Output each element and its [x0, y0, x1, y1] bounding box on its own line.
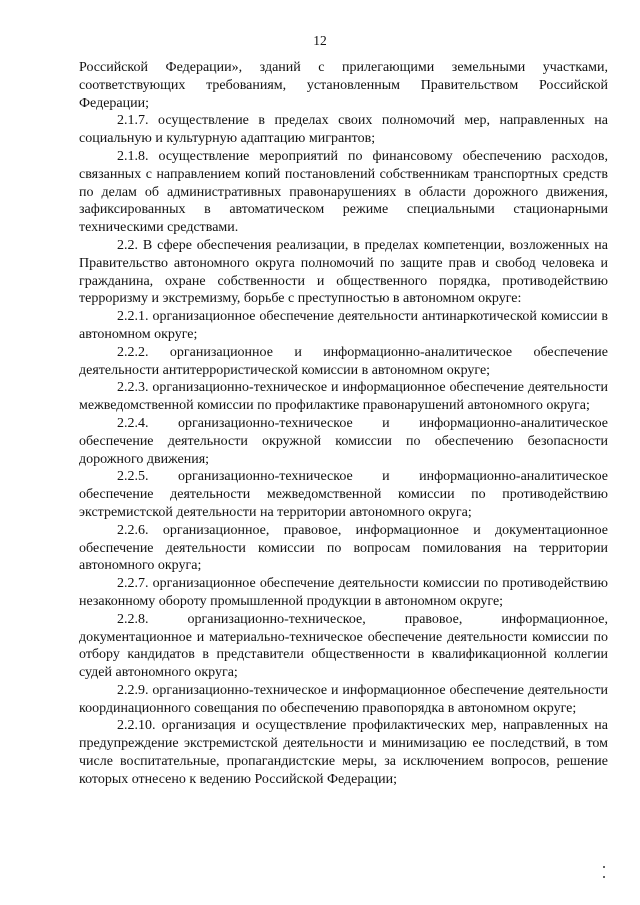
document-body: [79, 59, 608, 789]
scan-speck: [603, 876, 605, 878]
paragraph-2-2-3: 2.2.3. организационно-техническое и информационное обеспечение деятельности межведомственной комиссии по профилактике правонарушений автономного округа;: [79, 380, 608, 414]
paragraph-2-2-1: 2.2.1. организационное обеспечение деятельности антинаркотической комиссии в автономном округе;: [79, 309, 608, 342]
paragraph-2-2-6: 2.2.6. организационное, правовое, информационное и документационное обеспечение деятельности комиссии по вопросам помилования на территории автономного округа;: [79, 522, 608, 574]
paragraph-2-2-8: 2.2.8. организационно-техническое, правовое, информационное, документационное и материально-техническое обеспечение деятельности комиссии по отбору кандидатов в представители общественности в квалификационной коллегии судей автономного округа;: [79, 611, 608, 681]
paragraph-2-2-10: 2.2.10. организация и осуществление профилактических мер, направленных на предупреждение экстремистской деятельности и минимизацию ее последствий, в том числе воспитательные, пропагандистские меры, за исключением вопросов, решение которых отнесено к ведению Российской Федерации;: [79, 718, 608, 787]
paragraph-2-2-7: 2.2.7. организационное обеспечение деятельности комиссии по противодействию незаконному обороту промышленной продукции в автономном округе;: [79, 576, 608, 609]
paragraph-2-1-8: 2.1.8. осуществление мероприятий по финансовому обеспечению расходов, связанных с направлением копий постановлений собственникам транспортных средств по делам об административных правонарушениях в области дорожного движения, зафиксированных в автоматическом режиме специальными стационарными техническими средствами.: [79, 148, 608, 236]
paragraph-2-2-9: 2.2.9. организационно-техническое и информационное обеспечение деятельности координационного совещания по обеспечению правопорядка в автономном округе;: [79, 682, 608, 716]
paragraph-2-2-4: 2.2.4. организационно-техническое и информационно-аналитическое обеспечение деятельности окружной комиссии по обеспечению безопасности дорожного движения;: [79, 415, 608, 467]
paragraph-2-1-7: 2.1.7. осуществление в пределах своих полномочий мер, направленных на социальную и культурную адаптацию мигрантов;: [79, 113, 608, 147]
page-number: 12: [313, 33, 327, 48]
scan-speck: [603, 866, 605, 868]
paragraph-2-2-5: 2.2.5. организационно-техническое и информационно-аналитическое обеспечение деятельности межведомственной комиссии по противодействию экстремистской деятельности на территории автономного округа;: [79, 469, 608, 520]
paragraph-2-2-2: 2.2.2. организационное и информационно-аналитическое обеспечение деятельности антитеррористической комиссии в автономном округе;: [79, 344, 608, 378]
paragraph-2-2: 2.2. В сфере обеспечения реализации, в пределах компетенции, возложенных на Правительство автономного округа полномочий по защите прав и свобод человека и гражданина, охране собственности и общественного порядка, противодействию терроризму и экстремизму, борьбе с преступностью в автономном округе:: [79, 237, 608, 307]
paragraph-continuation: Российской Федерации», зданий с прилегающими земельными участками, соответствующих требованиям, установленным Правительством Российской Федерации;: [79, 60, 608, 111]
